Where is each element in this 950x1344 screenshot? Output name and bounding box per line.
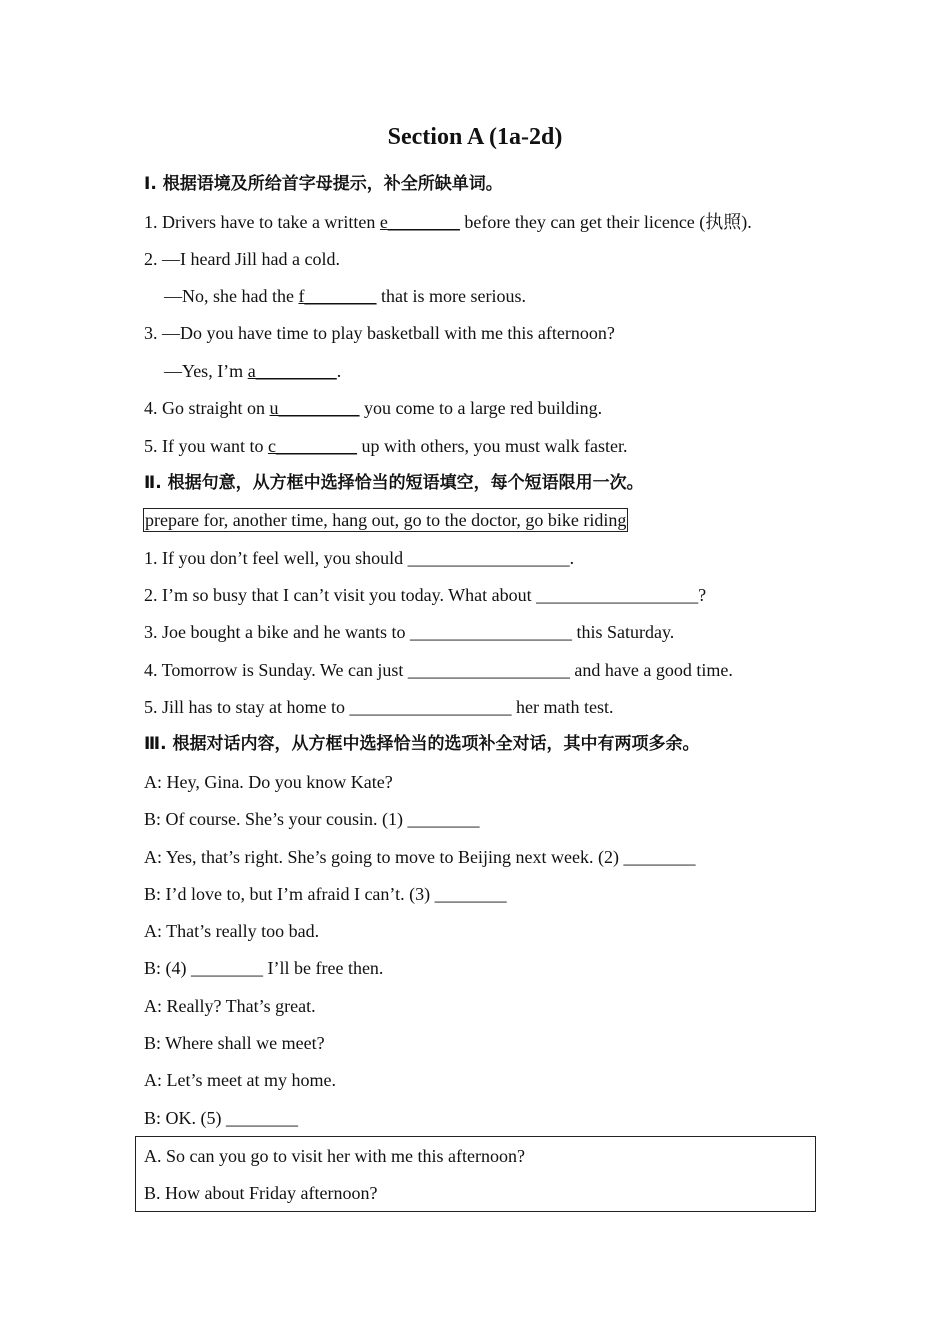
part2-item-5: 5. Jill has to stay at home to __________________ her math test. [144, 697, 614, 717]
option-b: B. How about Friday afternoon? [144, 1183, 378, 1203]
part2-item-3: 3. Joe bought a bike and he wants to __________________ this Saturday. [144, 622, 675, 642]
part2-item-4: 4. Tomorrow is Sunday. We can just __________________ and have a good time. [144, 660, 733, 680]
answer-blank[interactable]: u_________ [269, 398, 360, 418]
option-a: A. So can you go to visit her with me this afternoon? [144, 1146, 525, 1166]
answer-blank[interactable]: f________ [298, 286, 377, 306]
dialogue-line: A: That’s really too bad. [144, 921, 320, 941]
part1-item-2-reply: —No, she had the f________ that is more serious. [164, 286, 526, 306]
part1-item-1: 1. Drivers have to take a written e________ before they can get their licence (执照). [144, 212, 752, 232]
part1-item-3-reply: —Yes, I’m a_________. [164, 361, 342, 381]
part2-heading: Ⅱ. 根据句意，从方框中选择恰当的短语填空，每个短语限用一次。 [144, 473, 644, 493]
answer-blank[interactable]: c_________ [267, 436, 357, 456]
part2-item-1: 1. If you don’t feel well, you should __________________. [144, 548, 575, 568]
dialogue-line: B: I’d love to, but I’m afraid I can’t. (3) ________ [144, 884, 507, 904]
phrase-box: prepare for, another time, hang out, go to the doctor, go bike riding [145, 510, 627, 530]
part1-item-5: 5. If you want to c_________ up with others, you must walk faster. [144, 436, 628, 456]
page-title: Section A (1a-2d) [387, 124, 563, 150]
part1-item-3: 3. —Do you have time to play basketball with me this afternoon? [144, 323, 615, 343]
part2-item-2: 2. I’m so busy that I can’t visit you today. What about __________________? [144, 585, 707, 605]
answer-blank[interactable]: e________ [379, 212, 460, 232]
dialogue-line: B: Of course. She’s your cousin. (1) ________ [144, 809, 480, 829]
part1-item-2: 2. —I heard Jill had a cold. [144, 249, 340, 269]
answer-blank[interactable]: a_________ [247, 361, 337, 381]
dialogue-line: A: Yes, that’s right. She’s going to move to Beijing next week. (2) ________ [144, 847, 696, 867]
dialogue-line: B: OK. (5) ________ [144, 1108, 298, 1128]
part3-heading: Ⅲ. 根据对话内容，从方框中选择恰当的选项补全对话，其中有两项多余。 [144, 734, 700, 754]
dialogue-line: A: Hey, Gina. Do you know Kate? [144, 772, 393, 792]
dialogue-line: A: Let’s meet at my home. [144, 1070, 336, 1090]
part1-item-4: 4. Go straight on u_________ you come to a large red building. [144, 398, 603, 418]
dialogue-line: B: (4) ________ I’ll be free then. [144, 958, 384, 978]
dialogue-line: B: Where shall we meet? [144, 1033, 325, 1053]
dialogue-line: A: Really? That’s great. [144, 996, 316, 1016]
part1-heading: Ⅰ. 根据语境及所给首字母提示，补全所缺单词。 [144, 174, 503, 194]
